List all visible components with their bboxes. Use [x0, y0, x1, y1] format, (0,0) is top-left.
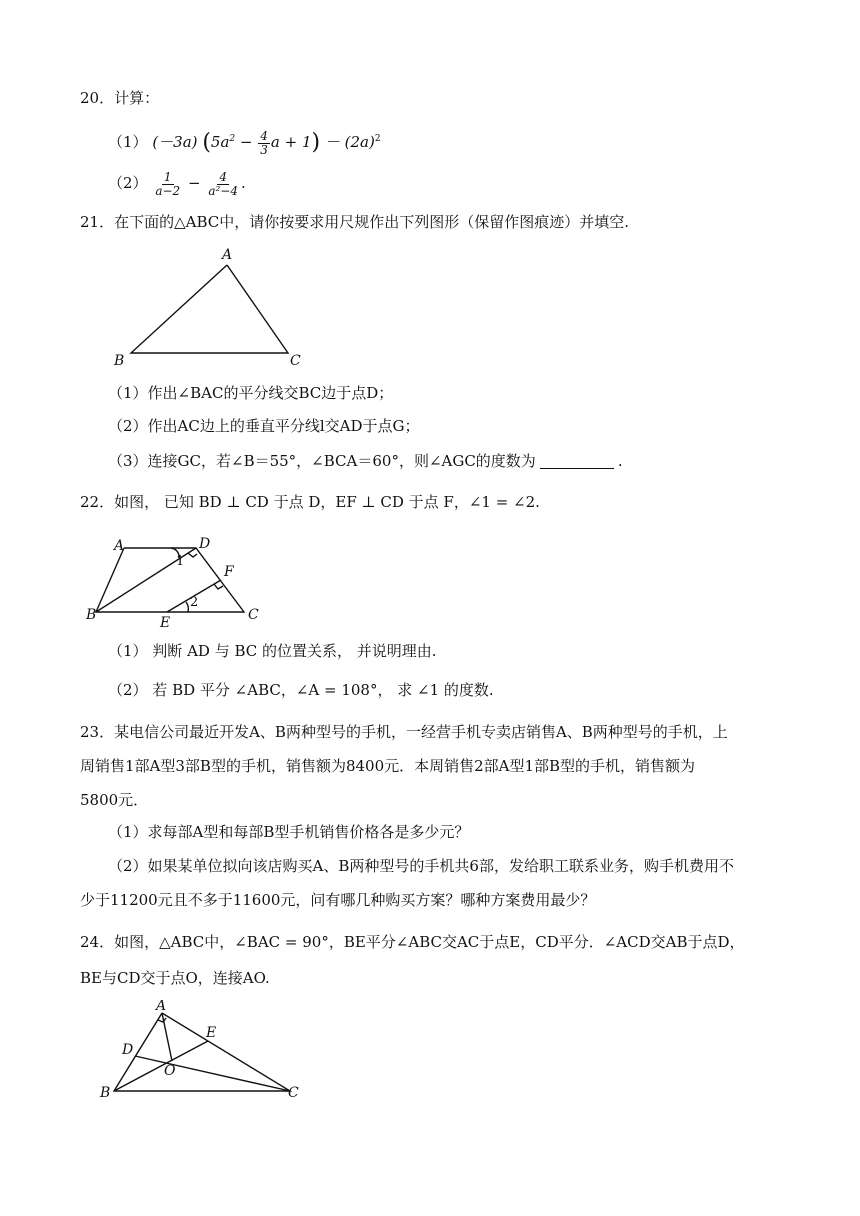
- q22-label-f: F: [224, 564, 234, 580]
- q24-label-o: O: [164, 1063, 176, 1079]
- q22-label-angle2: 2: [190, 595, 199, 610]
- q21-item3: （3）连接GC，若∠B＝55°，∠BCA＝60°，则∠AGC的度数为 .: [108, 452, 623, 470]
- q24-line1: 24．如图，△ABC中，∠BAC = 90°，BE平分∠ABC交AC于点E，CD平分．∠ACD交AB于点D，: [80, 933, 745, 951]
- q20-heading: 20．计算：: [80, 89, 160, 107]
- q21-label-a: A: [222, 247, 233, 263]
- q22-heading: 22．如图， 已知 BD ⊥ CD 于点 D，EF ⊥ CD 于点 F，∠1 = ∠2.: [80, 493, 540, 511]
- q22-label-b: B: [86, 607, 97, 623]
- q21-answer-blank[interactable]: [540, 468, 614, 469]
- q22-right-angle-f: [214, 584, 223, 589]
- q23-item1: （1）求每部A型和每部B型手机销售价格各是多少元？: [108, 823, 470, 841]
- q20-part1-minus: −: [239, 133, 253, 151]
- q22-label-e: E: [160, 615, 171, 631]
- q22-label-c: C: [248, 607, 259, 623]
- q20-part2-minus: −: [187, 174, 201, 192]
- q24-triangle: [114, 1013, 290, 1091]
- q20-part1-label: （1）: [108, 133, 148, 151]
- q23-line1: 23．某电信公司最近开发A、B两种型号的手机，一经营手机专卖店销售A、B两种型号的手机，上: [80, 723, 728, 741]
- q22-angle2-arc: [186, 602, 188, 612]
- q20-part1-term-b3: a + 1: [270, 133, 312, 151]
- q23-line3: 5800元．: [80, 791, 149, 809]
- q21-item2: （2）作出AC边上的垂直平分线l交AD于点G；: [108, 417, 420, 435]
- q22-label-a: A: [114, 538, 125, 554]
- q20-part1-term-c: － (2a): [324, 133, 375, 151]
- q21-label-b: B: [114, 353, 125, 369]
- q24-label-a: A: [156, 1000, 167, 1014]
- q22-item1: （1） 判断 AD 与 BC 的位置关系， 并说明理由.: [108, 642, 437, 660]
- q21-label-c: C: [290, 353, 301, 369]
- q21-triangle: [131, 265, 288, 353]
- q24-figure: [96, 1000, 306, 1100]
- q24-label-c: C: [288, 1085, 299, 1100]
- q20-part2-label: （2）: [108, 174, 148, 192]
- q24-label-e: E: [206, 1025, 217, 1041]
- q20-part2-fraction1: $\frac{1}{a-2}$: [155, 169, 181, 198]
- q22-label-angle1: 1: [176, 554, 185, 569]
- q24-label-d: D: [122, 1042, 134, 1058]
- q22-item2: （2） 若 BD 平分 ∠ABC，∠A = 108°， 求 ∠1 的度数.: [108, 681, 494, 699]
- q22-label-d: D: [199, 536, 211, 552]
- q20-part1: （1） (－3a) ($5a^2$ − $\frac{4}{3}$ $a + 1) - (2a)^2$: [108, 128, 381, 157]
- q23-item2-line2: 少于11200元且不多于11600元，问有哪几种购买方案？哪种方案费用最少？: [80, 891, 596, 909]
- q20-part2-fraction2: $\frac{4}{\text{a²−4}}$: [208, 169, 238, 198]
- q21-triangle-figure: [100, 244, 320, 370]
- q21-item1: （1）作出∠BAC的平分线交BC边于点D；: [108, 384, 394, 402]
- q20-part1-fraction: $\frac{4}{3}$: [260, 128, 268, 157]
- q24-line-cd: [135, 1056, 290, 1091]
- q23-item2-line1: （2）如果某单位拟向该店购买A、B两种型号的手机共6部，发给职工联系业务，购手机费用不: [108, 857, 734, 875]
- q24-label-b: B: [100, 1085, 111, 1100]
- q20-part1-term-b1: 5a: [210, 133, 230, 151]
- q21-heading: 21．在下面的△ABC中，请你按要求用尺规作出下列图形（保留作图痕迹）并填空.: [80, 213, 630, 231]
- q24-line2: BE与CD交于点O，连接AO.: [80, 969, 270, 987]
- q22-right-angle-d: [188, 553, 197, 557]
- q23-line2: 周销售1部A型3部B型的手机，销售额为8400元．本周销售2部A型1部B型的手机，销售额为: [80, 757, 696, 775]
- q22-trapezoid: [96, 548, 244, 612]
- q22-figure: [84, 532, 274, 632]
- q20-part2: （2） $\frac{1}{a-2}$ − $\frac{4}{\text{a²−4}}$ .: [108, 169, 246, 198]
- q20-part1-term-a: (－3a): [152, 133, 198, 151]
